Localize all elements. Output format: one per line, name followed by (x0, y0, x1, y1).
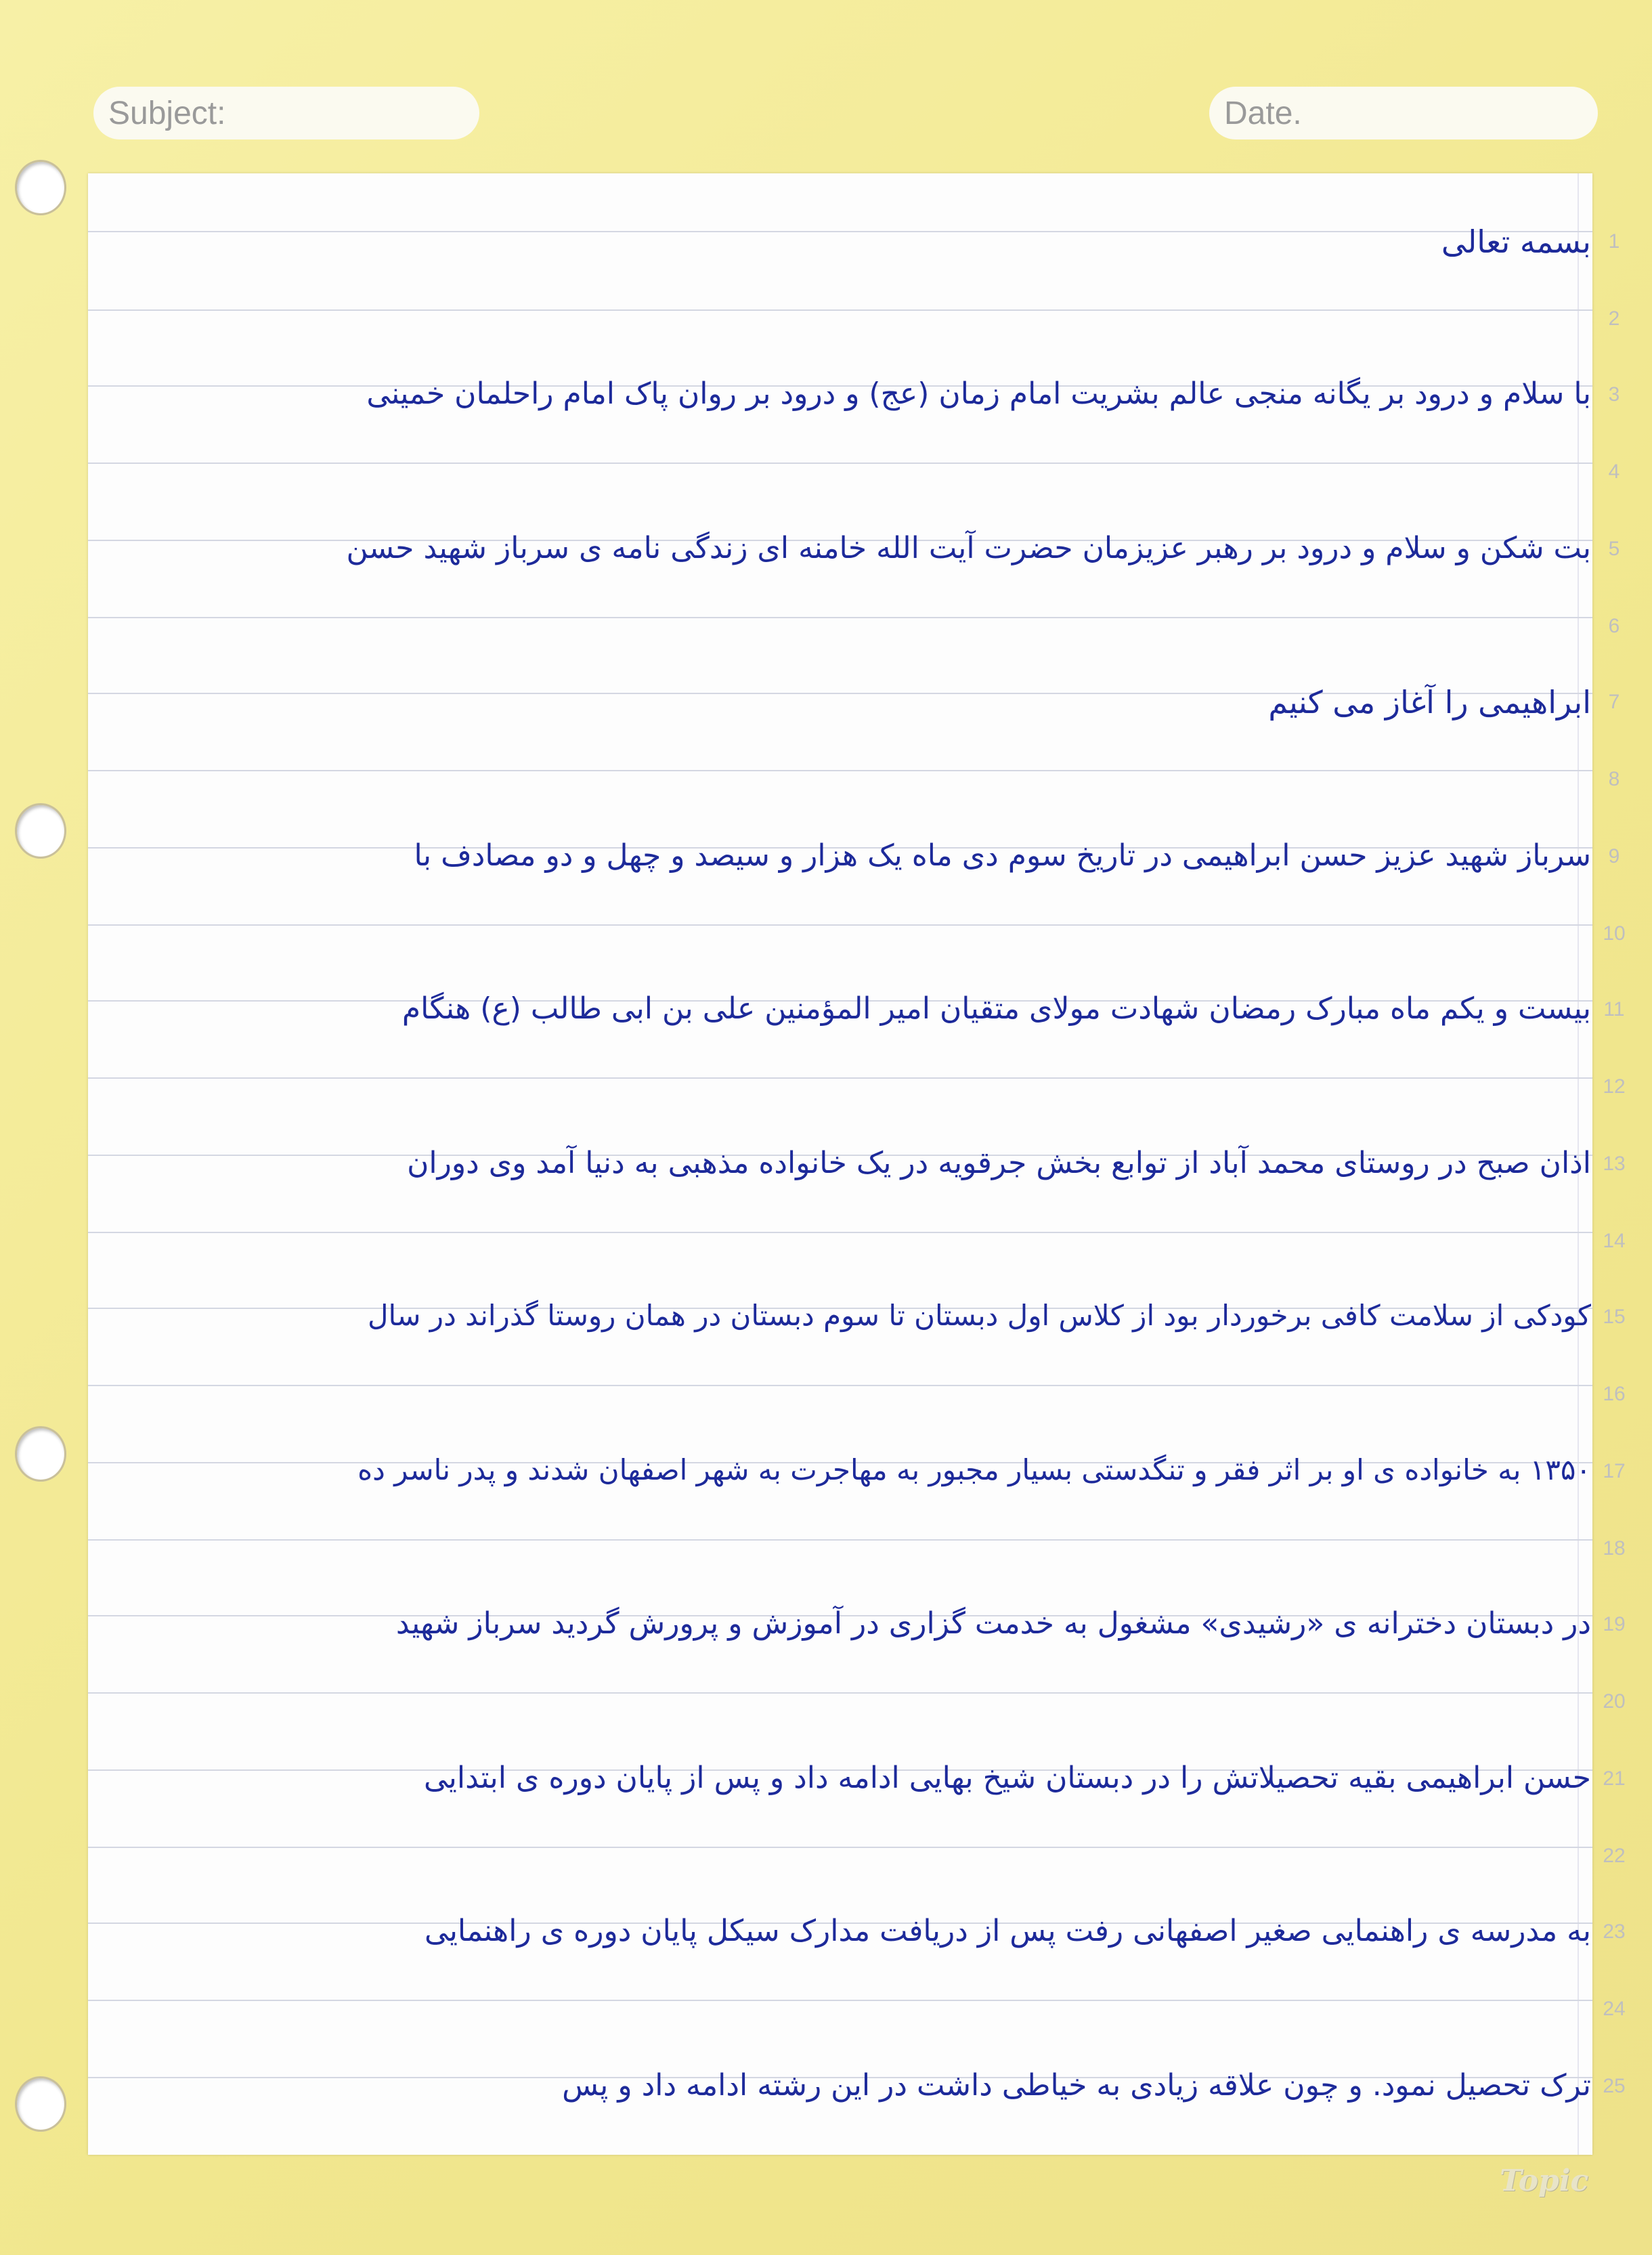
binder-hole (15, 1426, 66, 1482)
rule-line (88, 1847, 1592, 1848)
line-number: 19 (1603, 1613, 1626, 1635)
line-number: 8 (1608, 768, 1620, 790)
line-number: 20 (1603, 1690, 1626, 1713)
line-number: 18 (1603, 1537, 1626, 1560)
date-field (1209, 87, 1598, 139)
line-number: 23 (1603, 1920, 1626, 1943)
rule-line (88, 1077, 1592, 1079)
handwritten-line: با سلام و درود بر یگانه منجی عالم بشریت امام زمان (عج) و درود بر روان پاک امام راحلمان خمینی (366, 377, 1591, 411)
line-number: 2 (1608, 307, 1620, 330)
rule-line (88, 770, 1592, 771)
line-number: 21 (1603, 1767, 1626, 1790)
handwritten-line: بسمه تعالی (1441, 223, 1591, 260)
date-label: Date. (1224, 95, 1302, 131)
rule-line (88, 463, 1592, 464)
line-number: 7 (1608, 691, 1620, 713)
rule-line (88, 1385, 1592, 1386)
binder-hole (15, 803, 66, 859)
binder-hole (15, 2076, 66, 2132)
handwritten-line: سرباز شهید عزیز حسن ابراهیمی در تاریخ سوم دی ماه یک هزار و سیصد و چهل و دو مصادف با (414, 838, 1591, 873)
line-number: 4 (1608, 460, 1620, 483)
handwritten-line: بت شکن و سلام و درود بر رهبر عزیزمان حضرت آیت الله خامنه ای زندگی نامه ی سرباز شهید حسن (346, 531, 1591, 565)
rule-line (88, 924, 1592, 926)
rule-line (88, 1692, 1592, 1694)
line-number: 6 (1608, 615, 1620, 637)
line-number: 1 (1608, 230, 1620, 253)
line-number: 17 (1603, 1460, 1626, 1482)
rule-line (88, 1232, 1592, 1233)
handwritten-line: ابراهیمی را آغاز می کنیم (1268, 684, 1591, 721)
line-number: 25 (1603, 2075, 1626, 2097)
topic-logo: Topic (1500, 2164, 1589, 2198)
line-number: 13 (1603, 1153, 1626, 1175)
line-number: 5 (1608, 538, 1620, 560)
line-number: 16 (1603, 1383, 1626, 1405)
rule-line (88, 2000, 1592, 2001)
line-number: 12 (1603, 1075, 1626, 1098)
rule-line (88, 309, 1592, 311)
handwritten-line: به مدرسه ی راهنمایی صغیر اصفهانی رفت پس از دریافت مدارک سیکل پایان دوره ی راهنمایی (425, 1914, 1591, 1948)
handwritten-line: حسن ابراهیمی بقیه تحصیلاتش را در دبستان شیخ بهایی ادامه داد و پس از پایان دوره ی ابتدایی (424, 1761, 1591, 1795)
line-number: 22 (1603, 1845, 1626, 1867)
binder-hole (15, 160, 66, 215)
subject-field (93, 87, 479, 139)
rule-line (88, 231, 1592, 232)
subject-label: Subject: (108, 95, 226, 131)
line-number: 3 (1608, 383, 1620, 406)
line-number: 24 (1603, 1998, 1626, 2020)
handwritten-line: در دبستان دخترانه ی «رشیدی» مشغول به خدمت گزاری در آموزش و پرورش گردید سرباز شهید (395, 1606, 1591, 1641)
handwritten-line: ترک تحصیل نمود. و چون علاقه زیادی به خیاطی داشت در این رشته ادامه داد و پس (562, 2068, 1591, 2103)
line-number: 15 (1603, 1306, 1626, 1328)
handwritten-line: اذان صبح در روستای محمد آباد از توابع بخش جرقویه در یک خانواده مذهبی به دنیا آمد وی دوران (407, 1146, 1591, 1180)
handwritten-line: کودکی از سلامت کافی برخوردار بود از کلاس اول دبستان تا سوم دبستان در همان روستا گذراند در سال (367, 1299, 1591, 1332)
rule-line (88, 617, 1592, 618)
rule-line (88, 1539, 1592, 1541)
handwritten-line: ۱۳۵۰ به خانواده ی او بر اثر فقر و تنگدستی بسیار مجبور به مهاجرت به شهر اصفهان شدند و پدر ناسر ده (357, 1453, 1591, 1486)
line-number: 9 (1608, 845, 1620, 867)
line-number: 14 (1603, 1230, 1626, 1252)
handwritten-line: بیست و یکم ماه مبارک رمضان شهادت مولای متقیان امیر المؤمنین علی بن ابی طالب (ع) هنگام (401, 991, 1591, 1026)
line-number: 11 (1603, 998, 1625, 1021)
line-number: 10 (1603, 922, 1626, 945)
